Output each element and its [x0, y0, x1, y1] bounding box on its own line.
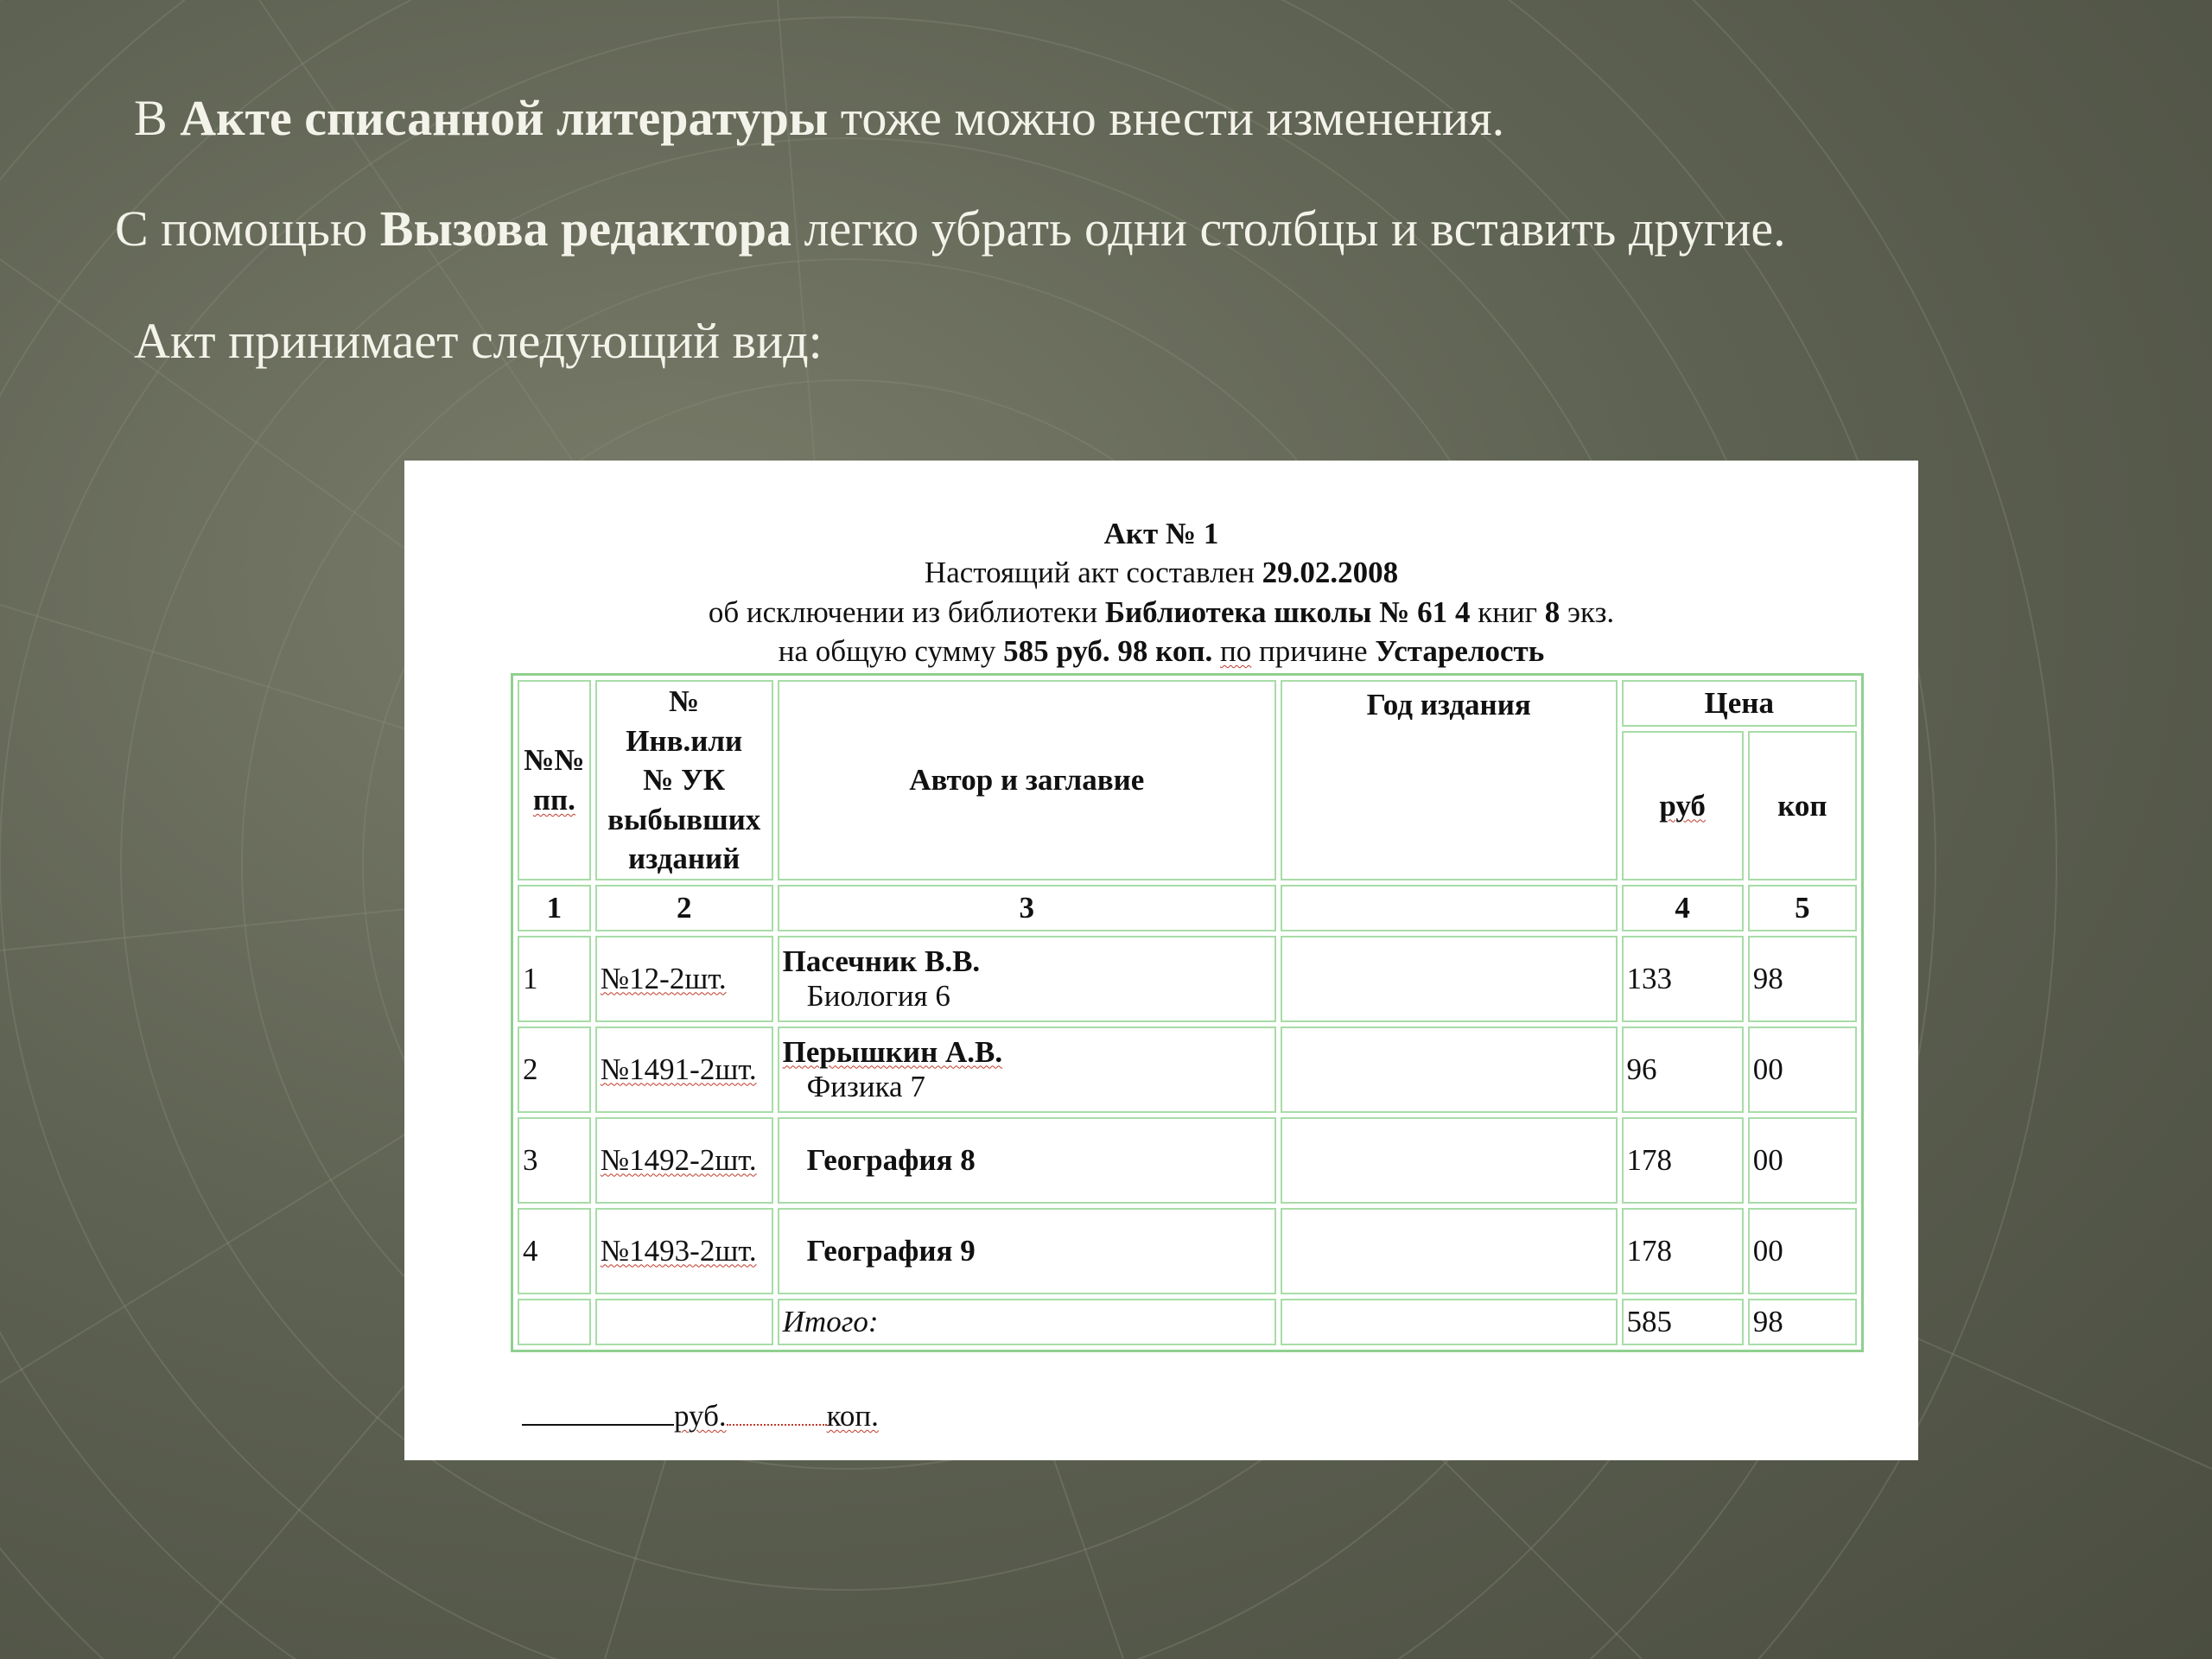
col-rub-label: руб	[1659, 788, 1706, 823]
row-inventory	[595, 1208, 773, 1294]
line1-prefix: В	[134, 90, 181, 146]
slide-text-line-1	[134, 90, 1505, 146]
row-author: Перышкин А.В.	[782, 1034, 1003, 1069]
row-author-title	[778, 1117, 1276, 1204]
act-sum-label: на общую сумму	[778, 634, 1004, 668]
footer-rub-label: руб.	[674, 1399, 727, 1433]
table-row	[518, 936, 1857, 1022]
row-author-title	[778, 936, 1276, 1022]
row-number: 1	[518, 936, 591, 1022]
act-sum: 585 руб. 98 коп.	[1003, 634, 1213, 668]
table-row	[518, 1117, 1857, 1204]
row-inventory-text: №1492-2шт.	[600, 1142, 757, 1177]
act-date-label: Настоящий акт составлен	[924, 556, 1262, 589]
col-inv-line2: Инв.или	[626, 723, 743, 758]
col-inv-line4: выбывших	[607, 802, 761, 836]
col-inv-line3: № УК	[643, 763, 726, 797]
act-copies-label: экз.	[1560, 595, 1615, 629]
act-books-count: 4	[1454, 595, 1471, 629]
col-header-year: Год издания	[1281, 680, 1618, 880]
row-rub: 178	[1622, 1117, 1744, 1204]
slide-text-line-2	[115, 200, 1786, 257]
act-library-label: об исключении из библиотеки	[708, 595, 1105, 629]
kop-blank	[727, 1424, 827, 1426]
rub-blank	[522, 1424, 674, 1426]
row-kop: 00	[1748, 1027, 1857, 1113]
row-inventory	[595, 936, 773, 1022]
row-inventory	[595, 1117, 773, 1204]
act-books-label: книг	[1470, 595, 1545, 629]
row-title: География 9	[806, 1233, 976, 1268]
colnum-cell	[1281, 885, 1618, 931]
act-date: 29.02.2008	[1262, 556, 1399, 589]
act-library: Библиотека школы № 61	[1104, 595, 1448, 629]
row-title: Физика 7	[806, 1069, 925, 1103]
total-empty-cell	[595, 1299, 773, 1345]
act-table	[511, 673, 1864, 1352]
col-num-line2: пп.	[532, 782, 575, 817]
table-total-row	[518, 1299, 1857, 1345]
act-reason: Устарелость	[1375, 634, 1545, 668]
line1-bold: Акте списанной литературы	[180, 90, 829, 146]
row-inventory-text: №12-2шт.	[600, 961, 727, 995]
row-year	[1281, 1027, 1618, 1113]
col-header-inventory	[595, 680, 773, 880]
line1-suffix: тоже можно внести изменения.	[828, 90, 1505, 146]
col-header-number	[518, 680, 591, 880]
colnum-cell: 3	[778, 885, 1276, 931]
row-year	[1281, 1117, 1618, 1204]
col-inv-line1: №	[669, 684, 700, 718]
act-title: Акт № 1	[1103, 517, 1219, 550]
row-inventory-text: №1493-2шт.	[600, 1233, 757, 1268]
table-header-row	[518, 680, 1857, 727]
row-number: 3	[518, 1117, 591, 1204]
line2-bold: Вызова редактора	[379, 200, 792, 257]
total-rub: 585	[1622, 1299, 1744, 1345]
row-number: 4	[518, 1208, 591, 1294]
colnum-cell: 5	[1748, 885, 1857, 931]
col-num-line1: №№	[524, 743, 585, 778]
column-number-row	[518, 885, 1857, 931]
col-inv-line5: изданий	[628, 842, 741, 875]
colnum-cell: 2	[595, 885, 773, 931]
row-kop: 00	[1748, 1117, 1857, 1204]
total-year-cell	[1281, 1299, 1618, 1345]
row-inventory-text: №1491-2шт.	[600, 1052, 757, 1086]
row-kop: 98	[1748, 936, 1857, 1022]
act-reason-prefix: по	[1220, 634, 1252, 668]
total-kop: 98	[1748, 1299, 1857, 1345]
act-footer	[522, 1399, 879, 1433]
total-empty-cell	[518, 1299, 591, 1345]
col-header-rub	[1622, 731, 1744, 880]
act-date-line	[404, 557, 1918, 588]
row-year	[1281, 936, 1618, 1022]
act-library-line	[404, 597, 1918, 627]
footer-kop-label: коп.	[826, 1399, 879, 1433]
row-author: Пасечник В.В.	[782, 944, 981, 978]
total-label: Итого:	[778, 1299, 1276, 1345]
row-rub: 96	[1622, 1027, 1744, 1113]
row-title: География 8	[806, 1142, 976, 1177]
line2-prefix: С помощью	[115, 200, 380, 257]
row-inventory	[595, 1027, 773, 1113]
act-copies-count: 8	[1544, 595, 1560, 629]
col-header-author: Автор и заглавие	[778, 680, 1276, 880]
row-author-title	[778, 1208, 1276, 1294]
row-title: Биология 6	[806, 978, 950, 1013]
slide-text-line-3: Акт принимает следующий вид:	[134, 313, 823, 369]
table-row	[518, 1027, 1857, 1113]
line2-suffix: легко убрать одни столбцы и вставить другие.	[791, 200, 1786, 257]
table-row	[518, 1208, 1857, 1294]
colnum-cell: 1	[518, 885, 591, 931]
act-reason-label: причине	[1251, 634, 1376, 668]
col-header-price: Цена	[1622, 680, 1858, 727]
act-sum-line	[404, 636, 1918, 666]
act-document-screenshot	[404, 461, 1918, 1460]
col-header-kop: коп	[1748, 731, 1857, 880]
row-kop: 00	[1748, 1208, 1857, 1294]
row-rub: 178	[1622, 1208, 1744, 1294]
row-rub: 133	[1622, 936, 1744, 1022]
colnum-cell: 4	[1622, 885, 1744, 931]
row-year	[1281, 1208, 1618, 1294]
row-author-title	[778, 1027, 1276, 1113]
row-number: 2	[518, 1027, 591, 1113]
